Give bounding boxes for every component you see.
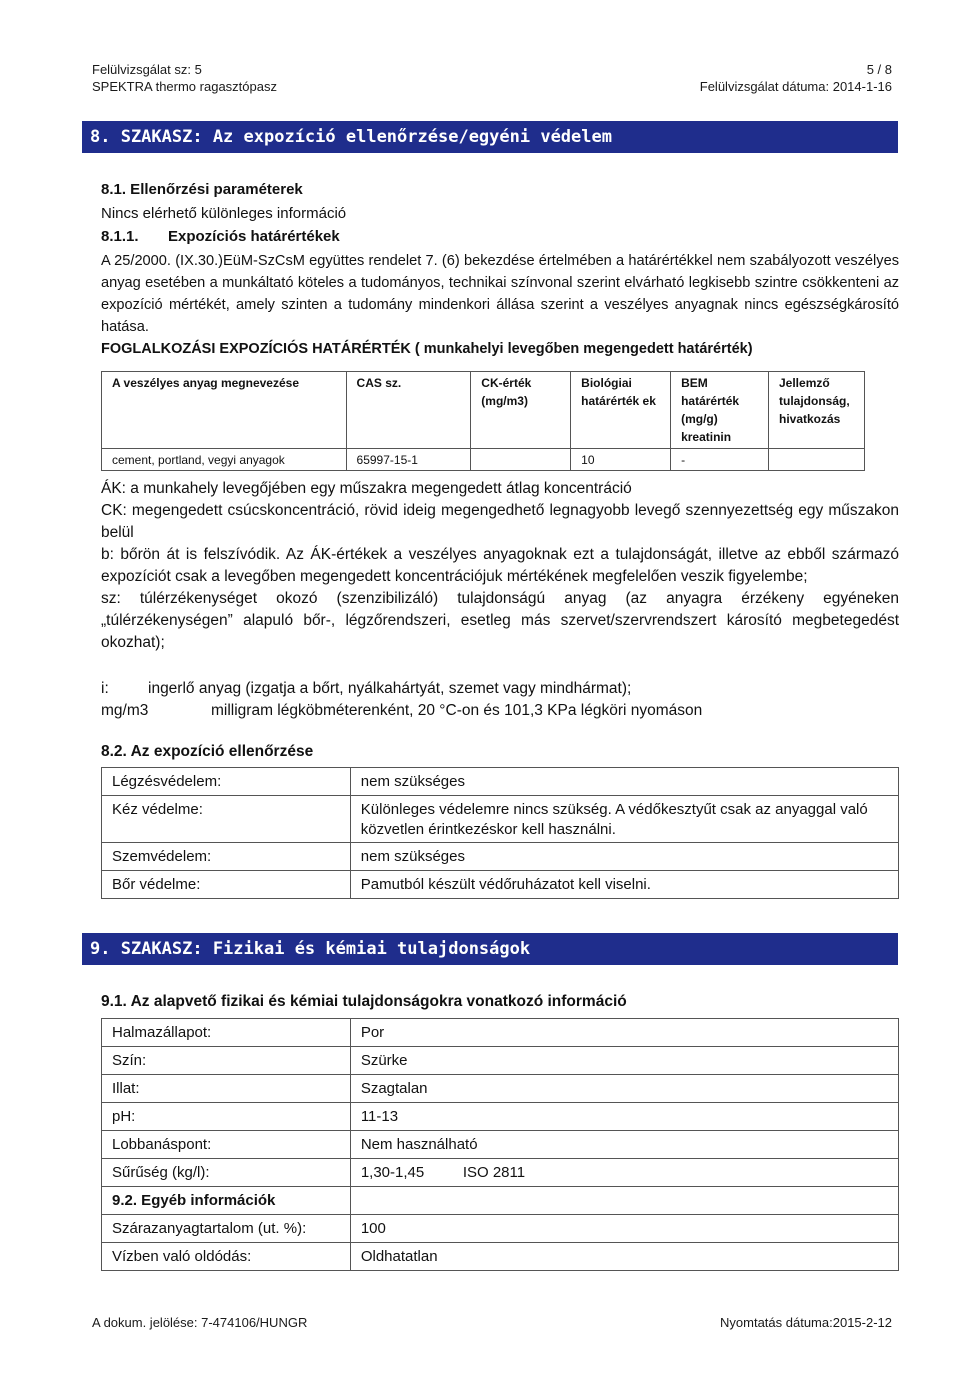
subsection-8-1-title: 8.1. Ellenőrzési paraméterek — [101, 181, 303, 198]
empty-cell — [350, 1187, 898, 1215]
property-value: Oldhatatlan — [350, 1243, 898, 1271]
cell-substance: cement, portland, vegyi anyagok — [102, 449, 347, 471]
table-row — [102, 449, 865, 471]
control-row — [102, 871, 899, 899]
legend-b: b: bőrön át is felszívódik. Az ÁK-értékek a veszélyes anyagoknak ezt a tulajdonságát, illetve az ebből származó expozíciót csak a levegőben megengedett koncentrációjuk mértékének megfelelően veszik figyelembe; — [101, 546, 899, 585]
col-header-biological: Biológiai határérték ek — [571, 372, 671, 449]
property-label: pH: — [102, 1103, 351, 1131]
property-row — [102, 1187, 899, 1215]
cell-cas: 65997-15-1 — [346, 449, 471, 471]
control-label: Szemvédelem: — [102, 843, 351, 871]
control-row — [102, 796, 899, 843]
control-label: Kéz védelme: — [102, 796, 351, 843]
cell-ck — [471, 449, 571, 471]
property-row — [102, 1103, 899, 1131]
col-header-substance: A veszélyes anyag megnevezése — [102, 372, 347, 449]
legend-mg-value: milligram légköbméterenként, 20 °C-on és 101,3 KPa légköri nyomáson — [211, 702, 703, 719]
control-label: Légzésvédelem: — [102, 768, 351, 796]
legend-mg-key: mg/m3 — [101, 702, 149, 719]
property-label: Szárazanyagtartalom (ut. %): — [102, 1215, 351, 1243]
revision-number: Felülvizsgálat sz: 5 — [92, 62, 202, 77]
col-header-cas: CAS sz. — [346, 372, 471, 449]
control-label: Bőr védelme: — [102, 871, 351, 899]
control-row — [102, 768, 899, 796]
property-row — [102, 1047, 899, 1075]
control-row — [102, 843, 899, 871]
control-value: Pamutból készült védőruházatot kell viselni. — [350, 871, 898, 899]
property-label: Illat: — [102, 1075, 351, 1103]
no-info-text: Nincs elérhető különleges információ — [101, 205, 347, 222]
property-label: Halmazállapot: — [102, 1019, 351, 1047]
property-label: Szín: — [102, 1047, 351, 1075]
property-row — [102, 1159, 899, 1187]
cell-property — [769, 449, 865, 471]
property-value: Szürke — [350, 1047, 898, 1075]
property-value: 100 — [350, 1215, 898, 1243]
product-name: SPEKTRA thermo ragasztópasz — [92, 79, 277, 94]
legend-i-key: i: — [101, 680, 109, 697]
section-8-title: 8. SZAKASZ: Az expozíció ellenőrzése/egyéni védelem — [82, 121, 898, 153]
page-number: 5 / 8 — [866, 62, 892, 77]
exposure-controls-table — [101, 767, 899, 899]
legend-ck: CK: megengedett csúcskoncentráció, rövid ideig megengedhető legnagyobb levegő szennyezettség egy műszakon belül — [101, 502, 899, 541]
density-standard: ISO 2811 — [462, 1164, 526, 1181]
density-value: 1,30-1,45 — [360, 1164, 425, 1181]
exposure-limit-heading: FOGLALKOZÁSI EXPOZÍCIÓS HATÁRÉRTÉK ( munkahelyi levegőben megengedett határérték) — [101, 341, 753, 357]
property-value: Nem használható — [350, 1131, 898, 1159]
property-row — [102, 1215, 899, 1243]
property-row — [102, 1243, 899, 1271]
subsection-9-2-title: 9.2. Egyéb információk — [102, 1187, 351, 1215]
col-header-ck: CK-érték (mg/m3) — [471, 372, 571, 449]
legend-ak: ÁK: a munkahely levegőjében egy műszakra megengedett átlag koncentráció — [101, 480, 632, 497]
property-label: Sűrűség (kg/l): — [102, 1159, 351, 1187]
cell-biological: 10 — [571, 449, 671, 471]
legend-i-value: ingerlő anyag (izgatja a bőrt, nyálkahártyát, szemet vagy mindhármat); — [148, 680, 632, 697]
property-row — [102, 1075, 899, 1103]
properties-table — [101, 1018, 899, 1271]
control-value: Különleges védelemre nincs szükség. A védőkesztyűt csak az anyaggal való közvetlen érintkezéskor kell használni. — [350, 796, 898, 843]
property-value: Szagtalan — [350, 1075, 898, 1103]
cell-bem: - — [671, 449, 769, 471]
property-label: Lobbanáspont: — [102, 1131, 351, 1159]
table-header-row — [102, 372, 865, 449]
section-9-title: 9. SZAKASZ: Fizikai és kémiai tulajdonságok — [82, 933, 898, 965]
col-header-property: Jellemző tulajdonság, hivatkozás — [769, 372, 865, 449]
property-value — [350, 1159, 898, 1187]
revision-date: Felülvizsgálat dátuma: 2014-1-16 — [699, 79, 892, 94]
control-value: nem szükséges — [350, 843, 898, 871]
property-value: Por — [350, 1019, 898, 1047]
col-header-bem: BEM határérték (mg/g) kreatinin — [671, 372, 769, 449]
property-row — [102, 1019, 899, 1047]
subsection-8-1-1-number: 8.1.1. — [101, 228, 139, 245]
property-label: Vízben való oldódás: — [102, 1243, 351, 1271]
subsection-8-2-title: 8.2. Az expozíció ellenőrzése — [101, 743, 314, 760]
exposure-limits-table — [101, 371, 865, 471]
document-id: A dokum. jelölése: 7-474106/HUNGR — [92, 1315, 308, 1330]
subsection-8-1-1-title: Expozíciós határértékek — [168, 228, 340, 245]
subsection-9-1-title: 9.1. Az alapvető fizikai és kémiai tulajdonságokra vonatkozó információ — [101, 993, 627, 1010]
control-value: nem szükséges — [350, 768, 898, 796]
property-row — [102, 1131, 899, 1159]
regulation-paragraph: A 25/2000. (IX.30.)EüM-SzCsM együttes rendelet 7. (6) bekezdése értelmében a határértékkel nem szabályozott veszélyes anyag esetében a munkáltató köteles a tudományos, technikai színvonal szerint elvárható legkisebb szintre csökkenteni az expozíció mértékét, amely szinten a tudomány mindenkori állása szerint a veszélyes anyagnak nincs egészségkárosító hatása. — [101, 253, 899, 335]
property-value: 11-13 — [350, 1103, 898, 1131]
print-date: Nyomtatás dátuma:2015-2-12 — [720, 1315, 892, 1330]
legend-sz: sz: túlérzékenységet okozó (szenzibilizáló) tulajdonságú anyag (az anyagra érzékeny egyéneken „túlérzékenységen” alapuló bőr-, légzőrendszeri, esetleg más szervet/szervrendszert károsító megbetegedést okozhat); — [101, 590, 899, 651]
